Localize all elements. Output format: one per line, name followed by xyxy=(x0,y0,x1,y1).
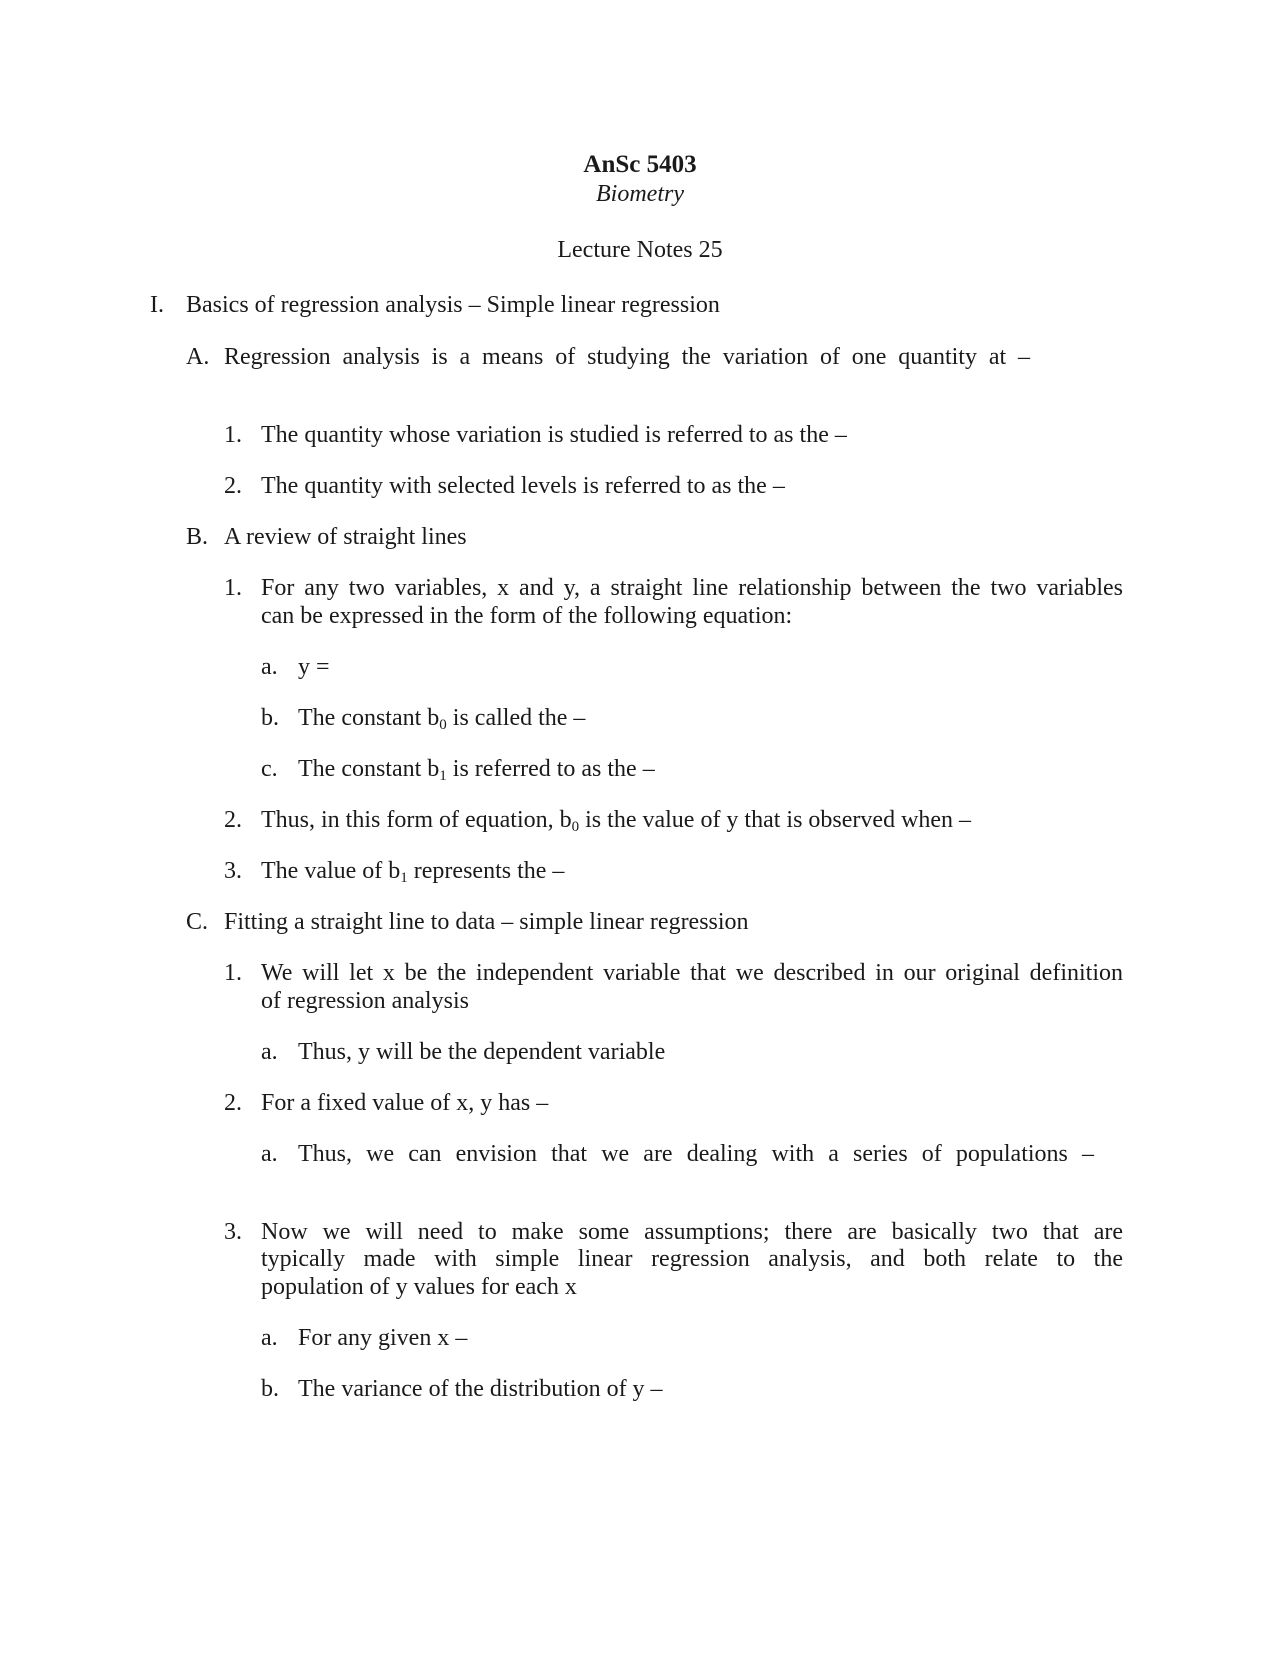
section-A-item-1-marker: 1. xyxy=(224,422,242,448)
section-B-item-2-marker: 2. xyxy=(224,807,242,833)
section-B-item-1-sub-b-text: The constant $b_0$ is called the – xyxy=(298,705,586,733)
section-C-item-3-sub-b-marker: b. xyxy=(261,1376,279,1402)
subscript: 1 xyxy=(439,768,447,784)
subscript: 1 xyxy=(400,870,408,886)
section-B-item-3-text: The value of $b_1$ represents the – xyxy=(261,858,565,886)
section-B-item-1-marker: 1. xyxy=(224,575,242,601)
section-B-item-2-text: Thus, in this form of equation, $b_0$ is the value of y that is observed when – xyxy=(261,807,972,835)
section-C-item-2-marker: 2. xyxy=(224,1090,242,1116)
section-I-marker: I. xyxy=(150,292,164,318)
section-C-item-3-line-1: Now we will need to make some assumptions; there are basically two that are xyxy=(261,1219,1123,1245)
section-C-item-3-line-2: typically made with simple linear regression analysis, and both relate to the xyxy=(261,1246,1123,1272)
section-A-item-2-text: The quantity with selected levels is referred to as the – xyxy=(261,473,785,499)
section-B-marker: B. xyxy=(186,524,209,550)
section-A-item-1-text: The quantity whose variation is studied is referred to as the – xyxy=(261,422,847,448)
subscript: 0 xyxy=(571,819,580,835)
section-A-marker: A. xyxy=(186,344,210,370)
subscript: 0 xyxy=(439,717,447,733)
section-A-item-2-marker: 2. xyxy=(224,473,242,499)
section-C-item-1-marker: 1. xyxy=(224,960,242,986)
section-I-heading: Basics of regression analysis – Simple linear regression xyxy=(186,292,720,318)
section-C-item-2-sub-a-marker: a. xyxy=(261,1141,278,1167)
section-B-item-1-sub-c-text: The constant $b_1$ is referred to as the – xyxy=(298,756,655,784)
course-subject: Biometry xyxy=(596,181,684,207)
section-C-item-1-line-1: We will let x be the independent variable that we described in our original definition xyxy=(261,960,1123,986)
section-B-heading: A review of straight lines xyxy=(224,524,467,550)
section-C-item-3-sub-a-text: For any given x – xyxy=(298,1325,468,1351)
section-C-item-3-line-3: population of y values for each x xyxy=(261,1274,577,1300)
section-C-item-3-sub-a-marker: a. xyxy=(261,1325,278,1351)
lecture-notes-title: Lecture Notes 25 xyxy=(557,237,723,263)
section-B-item-1-line-1: For any two variables, x and y, a straight line relationship between the two variables xyxy=(261,575,1123,601)
section-C-item-1-sub-a-text: Thus, y will be the dependent variable xyxy=(298,1039,666,1065)
section-C-item-1-line-2: of regression analysis xyxy=(261,988,469,1014)
section-C-marker: C. xyxy=(186,909,209,935)
section-C-item-2-text: For a fixed value of x, y has – xyxy=(261,1090,549,1116)
section-B-item-1-sub-a-marker: a. xyxy=(261,654,278,680)
section-B-item-1-sub-c-marker: c. xyxy=(261,756,278,782)
section-B-item-1-sub-b-marker: b. xyxy=(261,705,279,731)
section-A-text: Regression analysis is a means of studying the variation of one quantity at – xyxy=(224,344,1030,370)
section-C-item-3-marker: 3. xyxy=(224,1219,242,1245)
section-C-heading: Fitting a straight line to data – simple linear regression xyxy=(224,909,749,935)
section-C-item-3-sub-b-text: The variance of the distribution of y – xyxy=(298,1376,663,1402)
section-B-item-1-line-2: can be expressed in the form of the following equation: xyxy=(261,603,793,629)
section-B-item-3-marker: 3. xyxy=(224,858,242,884)
section-B-item-1-sub-a-text: y = xyxy=(298,654,330,680)
section-C-item-1-sub-a-marker: a. xyxy=(261,1039,278,1065)
section-C-item-2-sub-a-text: Thus, we can envision that we are dealing with a series of populations – xyxy=(298,1141,1094,1167)
course-title: AnSc 5403 xyxy=(583,151,697,178)
